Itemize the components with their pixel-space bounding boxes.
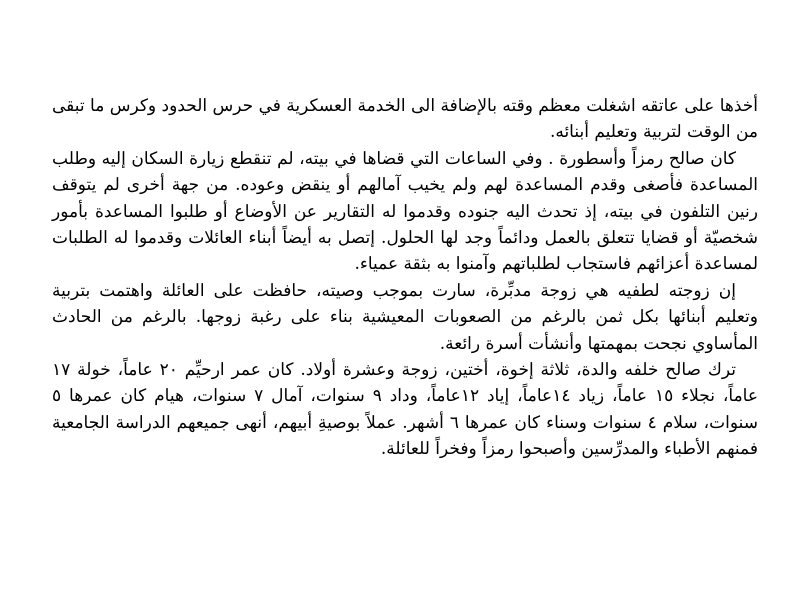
paragraph-2: كان صالح رمزاً وأسطورة . وفي الساعات التي قضاها في بيته، لم تنقطع زيارة السكان إليه وطلب المساعدة فأصغى وقدم المساعدة لهم ولم يخيب آمالهم أو ينقض وعوده. من جهة أخرى لم يتوقف رنين التلفون في بيته، إذ تحدث اليه جنوده وقدموا له التقارير عن الأوضاع أو طلبوا المساعدة بأمور شخصيّة أو قضايا تتعلق بالعمل ودائماً وجد لها الحلول. إتصل به أيضاً أبناء العائلات وقدموا له الطلبات لمساعدة أعزائهم فاستجاب لطلباتهم وآمنوا به بثقة عمياء. [52,148,758,275]
paragraph-4: ترك صالح خلفه والدة، ثلاثة إخوة، أختين، زوجة وعشرة أولاد. كان عمر ارحيِّم ٢٠ عاماً، خولة ١٧ عاماً، نجلاء ١٥ عاماً، زياد ١٤عاماً، إياد ١٢عاماً، وداد ٩ سنوات، آمال ٧ سنوات، هيام كان عمرها ٥ سنوات، سلام ٤ سنوات وسناء كان عمرها ٦ أشهر. عملاً بوصيةِ أبيهم، أنهى جميعهم الدراسة الجامعية فمنهم الأطباء والمدرِّسين وأصبحوا رمزاً وفخراً للعائلة. [52,360,759,460]
body-text [52,93,758,463]
paragraph-3: إن زوجته لطفيه هي زوجة مدبِّرة، سارت بموجب وصيته، حافظت على العائلة واهتمت بتربية وتعليم أبنائها بكل ثمن بالرغم من الصعوبات المعيشية بناء على رغبة زوجها. بالرغم من الحادث المأساوي نجحت بمهمتها وأنشأت أسرة رائعة. [52,280,758,354]
paragraph-1: أخذها على عاتقه اشغلت معظم وقته بالإضافة الى الخدمة العسكرية في حرس الحدود وكرس ما تبقى من الوقت لتربية وتعليم أبنائه. [51,96,758,143]
